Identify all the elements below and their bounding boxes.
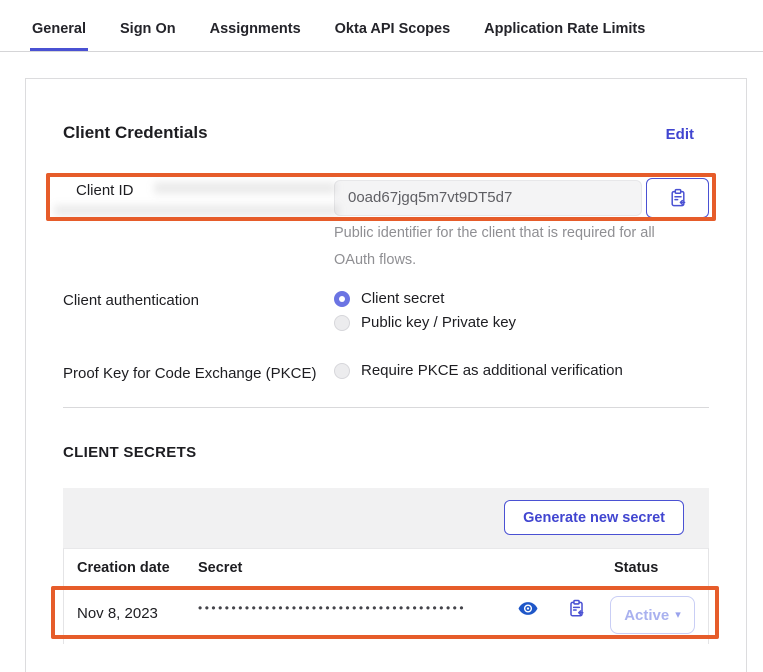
auth-option-public-private-key	[334, 314, 516, 331]
edit-link[interactable]: Edit	[665, 126, 694, 143]
status-dropdown[interactable]	[610, 596, 695, 634]
tab-sign-on[interactable]: Sign On	[120, 20, 176, 37]
column-header-status: Status	[614, 560, 659, 576]
tab-bar	[0, 0, 763, 52]
client-id-label: Client ID	[76, 182, 134, 199]
radio-public-private-key[interactable]	[334, 315, 350, 331]
copy-secret-clipboard-icon[interactable]	[567, 599, 586, 623]
table-header-row	[64, 549, 708, 587]
creation-date-cell: Nov 8, 2023	[77, 605, 158, 622]
pkce-checkbox[interactable]	[334, 363, 350, 379]
status-label: Active	[624, 606, 670, 624]
table-row	[64, 587, 708, 643]
chevron-down-icon: ▾	[675, 608, 681, 621]
radio-client-secret[interactable]	[334, 291, 350, 307]
client-secrets-toolbar	[63, 488, 709, 548]
tab-application-rate-limits[interactable]: Application Rate Limits	[484, 20, 646, 37]
client-secrets-table	[63, 548, 709, 644]
tab-general[interactable]: General	[30, 0, 88, 51]
general-settings-card	[25, 78, 747, 672]
radio-label: Public key / Private key	[361, 314, 517, 331]
reveal-secret-eye-icon[interactable]	[518, 601, 538, 621]
client-secrets-title: CLIENT SECRETS	[63, 444, 197, 461]
tab-okta-api-scopes[interactable]: Okta API Scopes	[334, 20, 451, 37]
tab-assignments[interactable]: Assignments	[209, 20, 301, 37]
pkce-option-label: Require PKCE as additional verification	[361, 362, 623, 379]
copy-client-id-button[interactable]	[646, 178, 709, 218]
section-divider	[63, 407, 709, 408]
radio-label: Client secret	[361, 290, 445, 307]
column-header-secret: Secret	[198, 560, 243, 576]
client-id-description: Public identifier for the client that is required for all OAuth flows.	[334, 225, 655, 268]
pkce-option-row	[334, 362, 623, 379]
client-id-value-field[interactable]: 0oad67jgq5m7vt9DT5d7	[334, 180, 642, 216]
masked-secret-value: ••••••••••••••••••••••••••••••••••••••••	[198, 601, 467, 615]
clipboard-copy-icon	[668, 188, 688, 208]
generate-new-secret-button[interactable]: Generate new secret	[504, 500, 684, 535]
client-authentication-label: Client authentication	[63, 292, 199, 309]
blurred-redaction	[154, 182, 336, 194]
column-header-creation-date: Creation date	[77, 560, 170, 576]
pkce-label: Proof Key for Code Exchange (PKCE)	[63, 365, 317, 382]
client-credentials-title: Client Credentials	[63, 123, 208, 142]
blurred-redaction	[54, 205, 339, 216]
auth-option-client-secret	[334, 290, 444, 307]
